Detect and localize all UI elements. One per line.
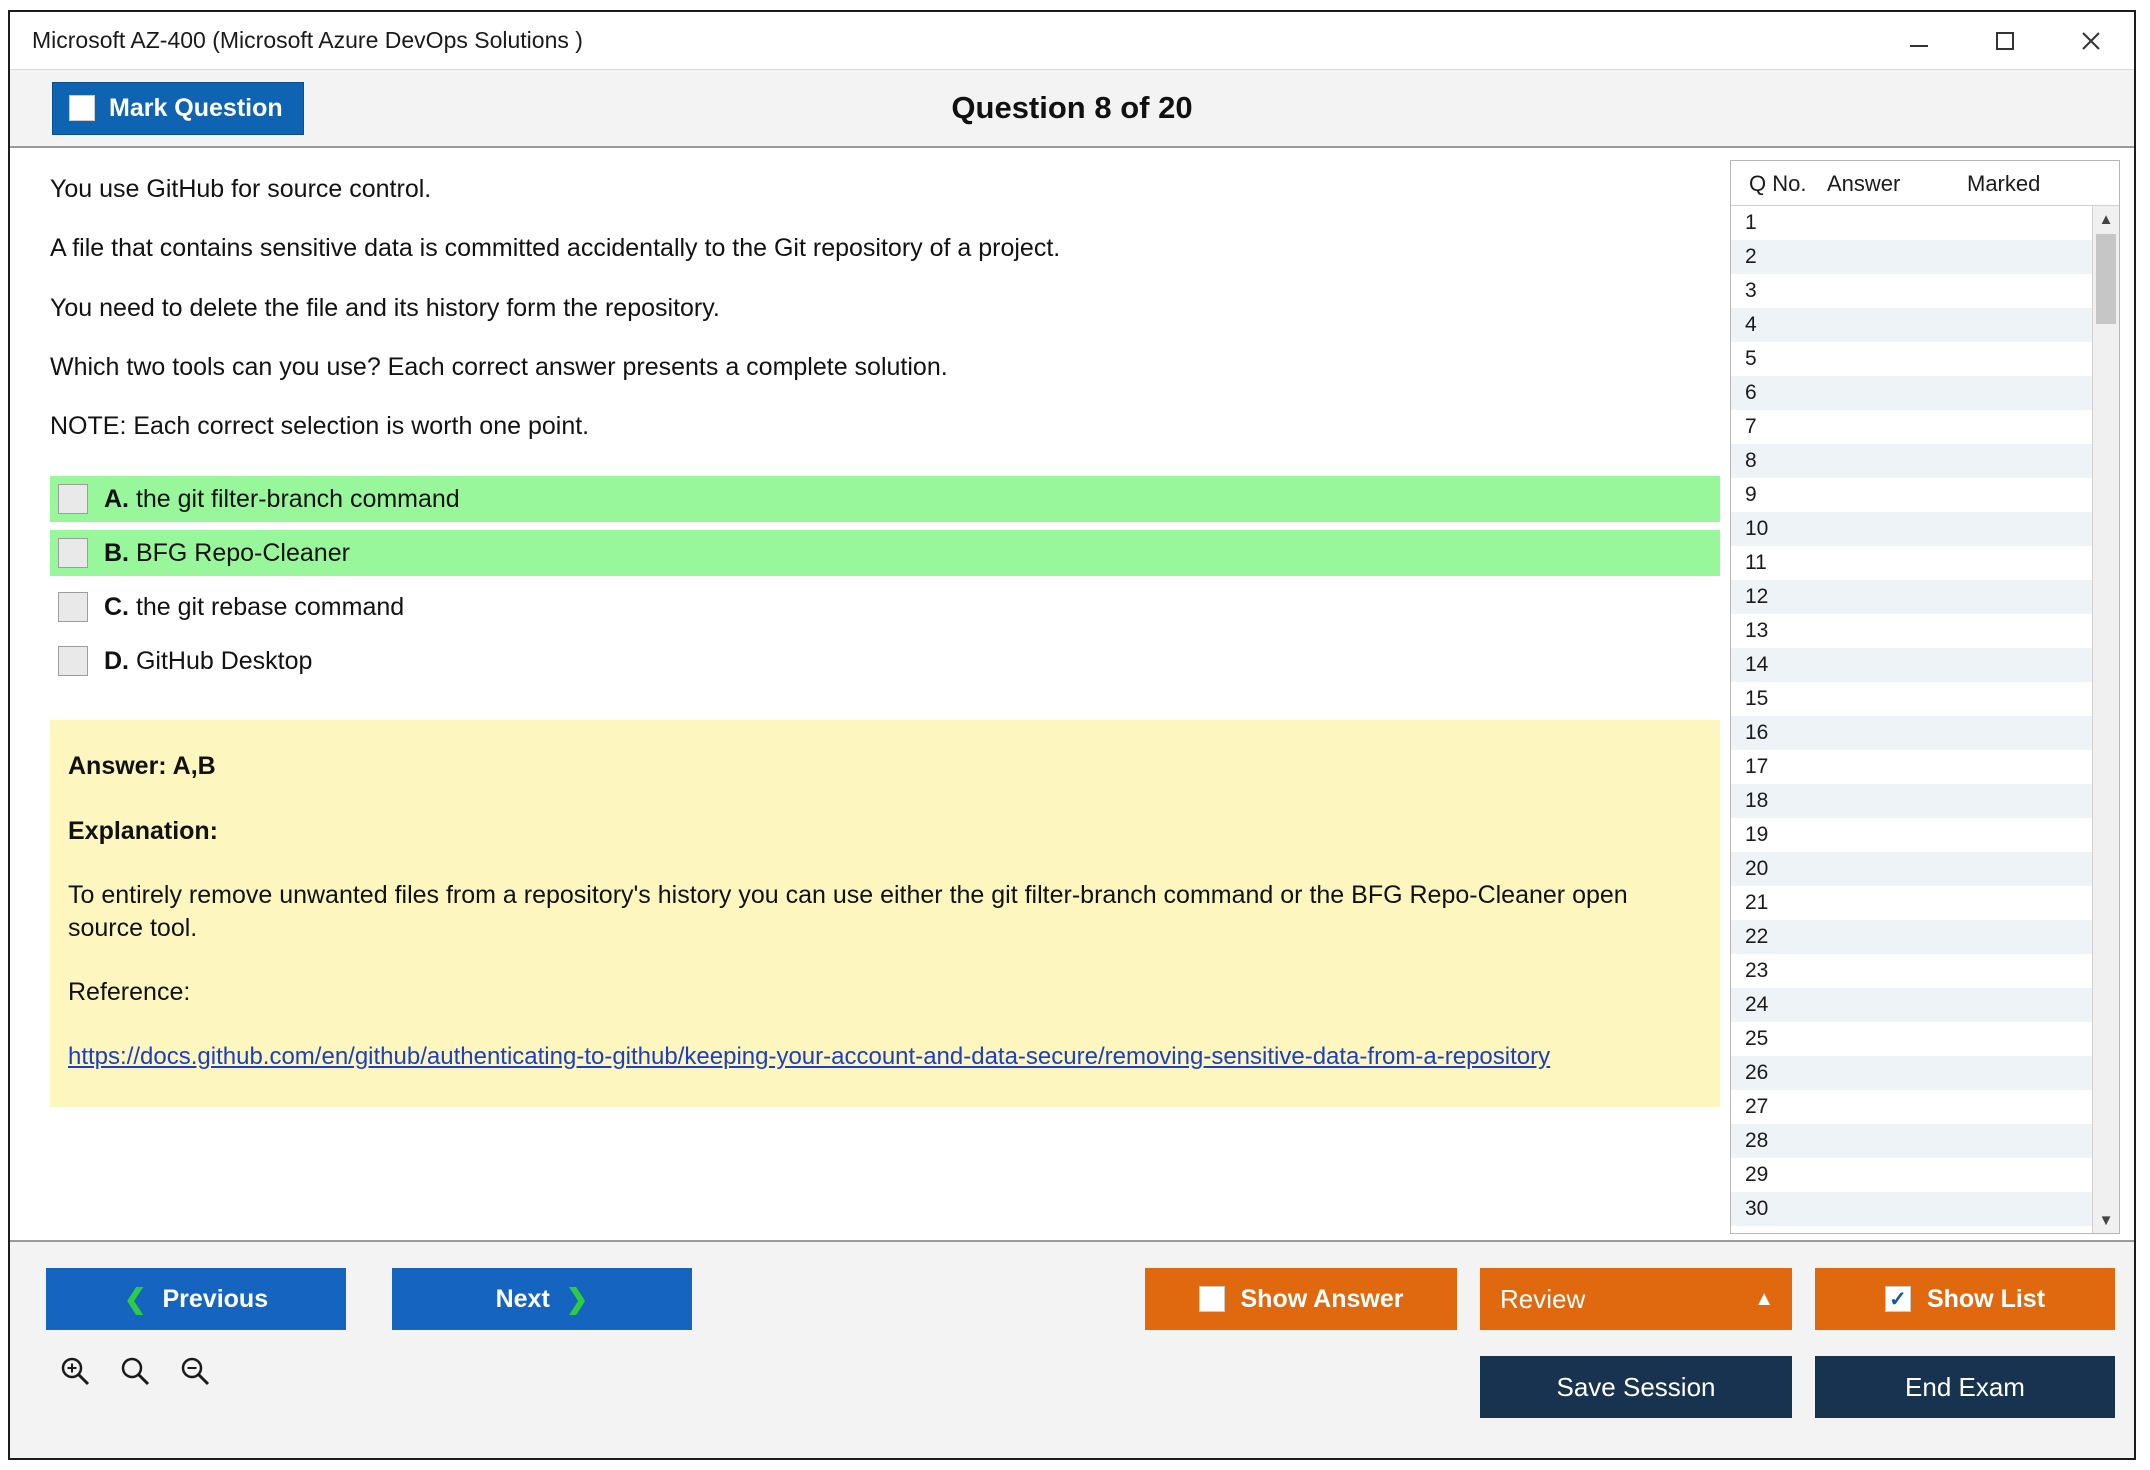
question-number-cell: 15 [1745, 687, 1769, 710]
question-list-scrollbar[interactable] [2092, 206, 2119, 1233]
option-a-checkbox[interactable] [58, 484, 88, 514]
column-header-marked: Marked [1967, 171, 2041, 196]
option-d-text: GitHub Desktop [135, 646, 313, 675]
question-list-row[interactable] [1731, 750, 2092, 784]
option-a[interactable] [50, 476, 1720, 522]
show-answer-label: Show Answer [1240, 1284, 1404, 1313]
question-list-row[interactable] [1731, 546, 2092, 580]
show-list-checkbox-icon[interactable]: ✓ [1885, 1286, 1911, 1312]
question-number-cell: 27 [1745, 1095, 1769, 1118]
option-a-label [104, 485, 460, 514]
chevron-right-icon: ❯ [565, 1283, 589, 1314]
column-header-answer: Answer [1827, 171, 1901, 196]
show-list-label: Show List [1926, 1284, 2046, 1313]
question-list-body [1731, 206, 2119, 1233]
question-number-cell: 7 [1745, 415, 1757, 438]
option-c-checkbox[interactable] [58, 592, 88, 622]
question-number-cell: 3 [1745, 279, 1757, 302]
mark-question-checkbox-icon[interactable] [69, 95, 95, 121]
option-b-letter: B. [104, 538, 129, 567]
question-number-cell: 9 [1745, 483, 1757, 506]
question-number-cell: 18 [1745, 789, 1769, 812]
option-c-label [104, 593, 404, 622]
question-list-row[interactable] [1731, 852, 2092, 886]
question-number-cell: 8 [1745, 449, 1757, 472]
question-number-cell: 1 [1745, 211, 1757, 234]
question-number-cell: 26 [1745, 1061, 1769, 1084]
question-list-row[interactable] [1731, 648, 2092, 682]
question-list-row[interactable] [1731, 240, 2092, 274]
question-list-row[interactable] [1731, 410, 2092, 444]
option-a-text: the git filter-branch command [135, 484, 460, 513]
maximize-icon[interactable] [1962, 12, 2048, 69]
stem-line: You use GitHub for source control. [50, 175, 432, 203]
question-list-row[interactable] [1731, 954, 2092, 988]
question-list-row[interactable] [1731, 818, 2092, 852]
question-list-row[interactable] [1731, 1056, 2092, 1090]
option-d-letter: D. [104, 646, 129, 675]
explanation-text: To entirely remove unwanted files from a repository's history you can use either the git filter-branch command or the BFG Repo-Cleaner open source tool. [68, 881, 1628, 942]
close-icon[interactable] [2048, 12, 2134, 69]
question-list-row[interactable] [1731, 274, 2092, 308]
question-list-row[interactable] [1731, 206, 2092, 240]
question-number-cell: 20 [1745, 857, 1769, 880]
exam-header [10, 70, 2134, 148]
option-d-checkbox[interactable] [58, 646, 88, 676]
scroll-down-icon[interactable]: ▼ [2093, 1207, 2119, 1233]
question-list-row[interactable] [1731, 1090, 2092, 1124]
question-list-row[interactable] [1731, 1192, 2092, 1226]
question-list-row[interactable] [1731, 988, 2092, 1022]
question-number-cell: 14 [1745, 653, 1769, 676]
question-stem [50, 174, 1698, 442]
mark-question-label: Mark Question [109, 93, 283, 122]
question-number-cell: 21 [1745, 891, 1769, 914]
question-list-row[interactable] [1731, 308, 2092, 342]
question-list-row[interactable] [1731, 342, 2092, 376]
zoom-reset-icon[interactable] [118, 1354, 152, 1393]
next-label: Next [495, 1284, 550, 1313]
end-exam-button[interactable] [1815, 1356, 2115, 1418]
question-number-cell: 23 [1745, 959, 1769, 982]
option-c-letter: C. [104, 592, 129, 621]
question-number-cell: 25 [1745, 1027, 1769, 1050]
question-list-row[interactable] [1731, 376, 2092, 410]
option-c-text: the git rebase command [135, 592, 405, 621]
exam-footer [10, 1240, 2134, 1458]
scrollbar-track[interactable] [2093, 206, 2119, 1207]
option-b[interactable] [50, 530, 1720, 576]
review-dropdown[interactable] [1480, 1268, 1792, 1330]
page-title: Question 8 of 20 [951, 90, 1193, 125]
question-list-row[interactable] [1731, 886, 2092, 920]
question-number-cell: 6 [1745, 381, 1757, 404]
question-number-cell: 19 [1745, 823, 1769, 846]
question-number-cell: 2 [1745, 245, 1757, 268]
review-label: Review [1500, 1283, 1586, 1314]
chevron-up-icon[interactable]: ▲ [1754, 1287, 1774, 1310]
column-header-qno: Q No. [1749, 171, 1807, 196]
stem-line: A file that contains sensitive data is committed accidentally to the Git repository of a project. [50, 234, 1061, 263]
question-number-cell: 11 [1745, 551, 1767, 574]
question-number-cell: 16 [1745, 721, 1769, 744]
zoom-toolbar [58, 1354, 212, 1393]
next-button[interactable] [392, 1268, 692, 1330]
question-list-row[interactable] [1731, 478, 2092, 512]
mark-question-button[interactable] [52, 82, 304, 135]
question-rows[interactable] [1731, 206, 2092, 1233]
question-list-row[interactable] [1731, 1022, 2092, 1056]
answer-label: Answer: A,B [68, 752, 216, 781]
question-list-panel [1730, 160, 2120, 1234]
option-c[interactable] [50, 584, 1698, 630]
save-session-label: Save Session [1556, 1371, 1716, 1402]
question-list-row[interactable] [1731, 784, 2092, 818]
minimize-icon[interactable] [1876, 12, 1962, 69]
window-controls [1876, 12, 2134, 69]
question-number-cell: 13 [1745, 619, 1769, 642]
question-number-cell: 12 [1745, 585, 1769, 608]
scrollbar-thumb[interactable] [2096, 234, 2116, 324]
question-number-cell: 29 [1745, 1163, 1769, 1186]
answer-explanation-panel [50, 720, 1720, 1107]
option-d[interactable] [50, 638, 1698, 684]
question-list-row[interactable] [1731, 444, 2092, 478]
question-list-row[interactable] [1731, 920, 2092, 954]
show-list-button[interactable] [1815, 1268, 2115, 1330]
question-list-header [1731, 161, 2119, 206]
scroll-up-icon[interactable]: ▲ [2093, 206, 2119, 232]
previous-button[interactable] [46, 1268, 346, 1330]
zoom-in-icon[interactable] [58, 1354, 92, 1393]
question-content [10, 148, 1722, 1240]
option-d-label [104, 647, 312, 676]
question-list-row[interactable] [1731, 716, 2092, 750]
question-number-cell: 24 [1745, 993, 1769, 1016]
option-a-letter: A. [104, 484, 129, 513]
exam-window [8, 10, 2136, 1460]
question-list-row[interactable] [1731, 1124, 2092, 1158]
stem-line: Which two tools can you use? Each correct answer presents a complete solution. [50, 352, 948, 381]
option-b-checkbox[interactable] [58, 538, 88, 568]
question-list-row[interactable] [1731, 512, 2092, 546]
reference-link[interactable]: https://docs.github.com/en/github/authenticating-to-github/keeping-your-account-and-data-secure/removing-sensitive-data-from-a-repository [68, 1042, 1551, 1070]
question-number-cell: 10 [1745, 517, 1769, 540]
explanation-label: Explanation: [68, 816, 219, 845]
show-answer-button[interactable] [1145, 1268, 1457, 1330]
stem-line: NOTE: Each correct selection is worth one point. [50, 412, 590, 440]
chevron-left-icon: ❮ [123, 1283, 147, 1314]
stem-line: You need to delete the file and its history form the repository. [50, 293, 720, 322]
save-session-button[interactable] [1480, 1356, 1792, 1418]
question-number-cell: 22 [1745, 925, 1769, 948]
question-number-cell: 17 [1745, 755, 1769, 778]
show-answer-checkbox-icon[interactable] [1199, 1286, 1225, 1312]
zoom-out-icon[interactable] [178, 1354, 212, 1393]
previous-label: Previous [162, 1284, 269, 1313]
question-number-cell: 28 [1745, 1129, 1769, 1152]
end-exam-label: End Exam [1905, 1371, 2025, 1402]
reference-label: Reference: [68, 978, 191, 1007]
question-number-cell: 5 [1745, 347, 1757, 370]
question-list-row[interactable] [1731, 614, 2092, 648]
title-bar [10, 12, 2134, 70]
exam-body [10, 148, 2134, 1240]
question-list-row[interactable] [1731, 1158, 2092, 1192]
window-title: Microsoft AZ-400 (Microsoft Azure DevOps Solutions ) [32, 27, 583, 53]
answer-options [50, 476, 1698, 684]
question-number-cell: 30 [1745, 1197, 1769, 1220]
question-number-cell: 4 [1745, 313, 1757, 336]
question-list-row[interactable] [1731, 682, 2092, 716]
option-b-text: BFG Repo-Cleaner [135, 538, 350, 567]
option-b-label [104, 539, 350, 568]
question-list-row[interactable] [1731, 580, 2092, 614]
